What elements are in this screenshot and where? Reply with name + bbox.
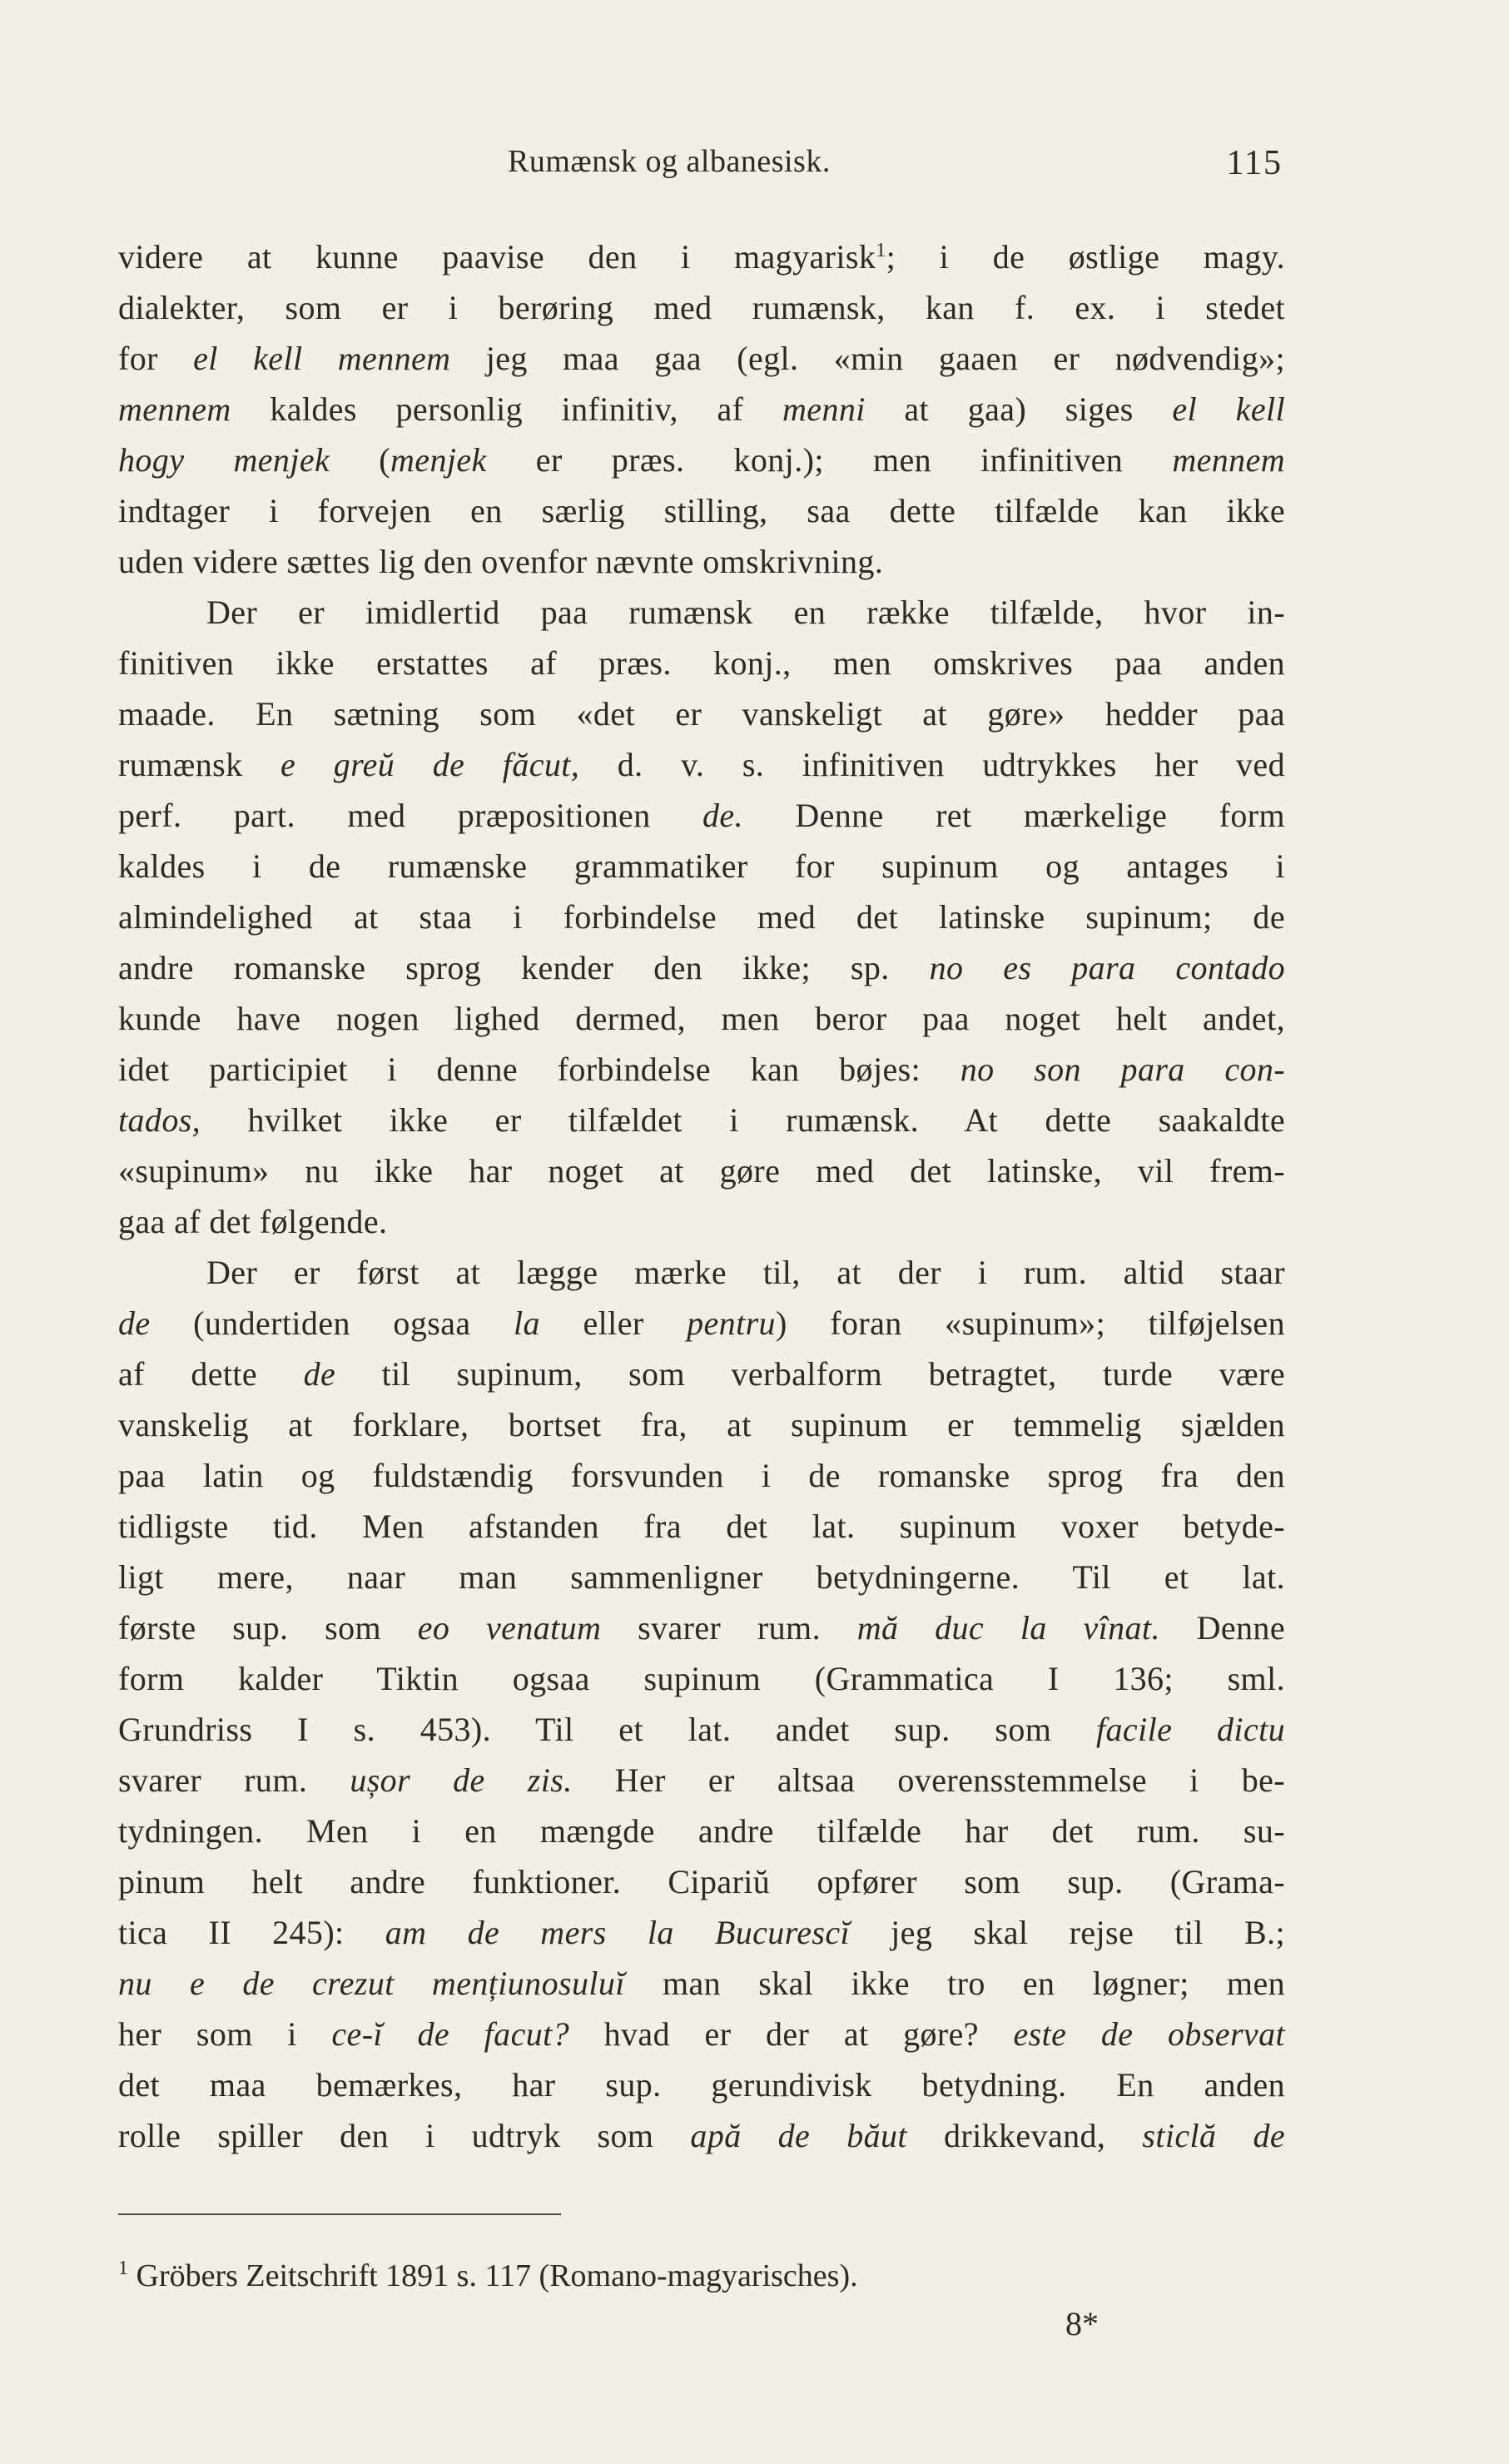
italic-text: pentru xyxy=(687,1304,776,1342)
page-number: 115 xyxy=(1226,144,1283,182)
text-segment: første sup. som xyxy=(118,1609,418,1647)
text-line xyxy=(118,2059,1285,2110)
footnote-text: Gröbers Zeitschrift 1891 s. 117 (Romano-magyarisches). xyxy=(128,2258,858,2293)
italic-text: ușor de zis. xyxy=(350,1761,573,1799)
text-segment: idet participiet i denne forbindelse kan bøjes: xyxy=(118,1051,960,1088)
italic-text: nu e de crezut mențiunosuluĭ xyxy=(118,1965,625,2002)
text-line xyxy=(118,1958,1285,2009)
text-line xyxy=(118,942,1285,993)
text-line xyxy=(118,231,1285,282)
text-line xyxy=(118,892,1285,942)
text-line xyxy=(118,1602,1285,1653)
text-segment: Grundriss I s. 453). Til et lat. andet sup. som xyxy=(118,1711,1096,1748)
text-segment: Denne xyxy=(1159,1609,1285,1647)
italic-text: tados, xyxy=(118,1101,201,1139)
text-line xyxy=(118,485,1285,536)
text-segment: hvad er der at gøre? xyxy=(569,2015,1014,2053)
text-line xyxy=(118,993,1285,1044)
text-segment: Der er først at lægge mærke til, at der i rum. altid staar xyxy=(206,1254,1285,1291)
text-segment: svarer rum. xyxy=(118,1761,350,1799)
text-segment: svarer rum. xyxy=(601,1609,857,1647)
running-head: Rumænsk og albanesisk. xyxy=(508,144,831,179)
italic-text: eo venatum xyxy=(417,1609,602,1647)
text-segment: Denne ret mærkelige form xyxy=(742,797,1286,834)
text-segment: at gaa) siges xyxy=(865,390,1173,428)
italic-text: sticlă de xyxy=(1142,2117,1285,2154)
text-line xyxy=(118,841,1285,892)
italic-text: ce-ĭ de facut? xyxy=(331,2015,570,2053)
footnote-ref: 1 xyxy=(876,240,886,261)
text-segment: jeg maa gaa (egl. «min gaaen er nødvendig»; xyxy=(450,340,1286,377)
text-line xyxy=(118,1653,1285,1704)
text-segment: almindelighed at staa i forbindelse med det latinske supinum; de xyxy=(118,898,1285,936)
text-segment: drikkevand, xyxy=(906,2117,1143,2154)
text-line xyxy=(118,1095,1285,1145)
text-segment: maade. En sætning som «det er vanskeligt at gøre» hedder paa xyxy=(118,695,1285,733)
italic-text: e greŭ de făcut, xyxy=(280,746,580,783)
text-segment: rumænsk xyxy=(118,746,281,783)
text-line xyxy=(118,1704,1285,1755)
italic-text: el kell xyxy=(1172,390,1285,428)
italic-text: am de mers la Bucurescĭ xyxy=(385,1914,850,1951)
text-line xyxy=(118,2110,1285,2161)
text-segment: vanskelig at forklare, bortset fra, at supinum er temmelig sjælden xyxy=(118,1406,1285,1443)
text-line xyxy=(118,384,1285,435)
text-segment: her som i xyxy=(118,2015,332,2053)
text-segment: «supinum» nu ikke har noget at gøre med det latinske, vil frem- xyxy=(118,1152,1285,1190)
text-line xyxy=(118,1552,1285,1602)
text-segment: for xyxy=(118,340,194,377)
text-segment: er præs. konj.); men infinitiven xyxy=(486,441,1173,479)
text-segment: uden videre sættes lig den ovenfor nævnte omskrivning. xyxy=(118,543,884,580)
text-segment: man skal ikke tro en løgner; men xyxy=(624,1965,1285,2002)
text-segment: dialekter, som er i berøring med rumænsk, kan f. ex. i stedet xyxy=(118,289,1285,326)
text-segment: andre romanske sprog kender den ikke; sp. xyxy=(118,949,930,986)
text-segment: ligt mere, naar man sammenligner betydningerne. Til et lat. xyxy=(118,1558,1285,1596)
italic-text: este de observat xyxy=(1013,2015,1285,2053)
text-segment: pinum helt andre funktioner. Cipariŭ opfører som sup. (Grama- xyxy=(118,1863,1285,1900)
text-segment: form kalder Tiktin ogsaa supinum (Grammatica I 136; sml. xyxy=(118,1660,1285,1697)
text-line xyxy=(118,1247,1285,1298)
text-segment: til supinum, som verbalform betragtet, turde være xyxy=(335,1355,1285,1393)
italic-text: de xyxy=(118,1304,151,1342)
italic-text: el kell mennem xyxy=(193,340,451,377)
text-line xyxy=(118,587,1285,638)
text-segment: hvilket ikke er tilfældet i rumænsk. At dette saakaldte xyxy=(201,1101,1285,1139)
text-segment: rolle spiller den i udtryk som xyxy=(118,2117,691,2154)
italic-text: mennem xyxy=(1172,441,1286,479)
text-segment: kaldes i de rumænske grammatiker for supinum og antages i xyxy=(118,847,1285,885)
text-segment: d. v. s. infinitiven udtrykkes her ved xyxy=(579,746,1285,783)
text-segment: eller xyxy=(539,1304,687,1342)
text-segment: ) foran «supinum»; tilføjelsen xyxy=(775,1304,1285,1342)
text-line xyxy=(118,1806,1285,1856)
footnote-marker: 1 xyxy=(118,2258,128,2279)
text-line xyxy=(118,2009,1285,2059)
italic-text: no son para con- xyxy=(960,1051,1285,1088)
text-segment: kaldes personlig infinitiv, af xyxy=(231,390,783,428)
text-segment: ; i de østlige magy. xyxy=(886,238,1285,276)
italic-text: la xyxy=(514,1304,540,1342)
text-line xyxy=(118,1501,1285,1552)
text-segment: af dette xyxy=(118,1355,304,1393)
italic-text: apă de băut xyxy=(690,2117,907,2154)
text-segment: tydningen. Men i en mængde andre tilfælde har det rum. su- xyxy=(118,1812,1285,1850)
italic-text: de. xyxy=(702,797,743,834)
text-segment: indtager i forvejen en særlig stilling, saa dette tilfælde kan ikke xyxy=(118,492,1285,529)
text-line xyxy=(118,282,1285,333)
italic-text: de xyxy=(303,1355,336,1393)
text-segment: finitiven ikke erstattes af præs. konj., men omskrives paa anden xyxy=(118,644,1285,682)
text-segment: (undertiden ogsaa xyxy=(150,1304,514,1342)
italic-text: facile dictu xyxy=(1096,1711,1285,1748)
italic-text: mă duc la vînat. xyxy=(856,1609,1160,1647)
text-line xyxy=(118,1044,1285,1095)
text-line xyxy=(118,1349,1285,1399)
text-line xyxy=(118,688,1285,739)
text-line xyxy=(118,1856,1285,1907)
text-segment: tica II 245): xyxy=(118,1914,385,1951)
signature-mark: 8* xyxy=(1065,2305,1099,2342)
text-segment: videre at kunne paavise den i magyarisk xyxy=(118,238,876,276)
text-segment: jeg skal rejse til B.; xyxy=(849,1914,1285,1951)
text-segment: gaa af det følgende. xyxy=(118,1203,388,1240)
italic-text: menni xyxy=(782,390,866,428)
text-line xyxy=(118,638,1285,688)
footnote xyxy=(118,2258,858,2294)
text-line xyxy=(118,1907,1285,1958)
text-segment: paa latin og fuldstændig forsvunden i de romanske sprog fra den xyxy=(118,1457,1285,1494)
text-line xyxy=(118,739,1285,790)
italic-text: menjek xyxy=(390,441,487,479)
text-line xyxy=(118,1298,1285,1349)
text-line xyxy=(118,333,1285,384)
text-line xyxy=(118,1755,1285,1806)
text-line xyxy=(118,1196,1285,1247)
footnote-divider xyxy=(118,2213,561,2215)
text-line xyxy=(118,1145,1285,1196)
text-line xyxy=(118,435,1285,485)
body-text xyxy=(118,231,1285,2161)
text-segment: Der er imidlertid paa rumænsk en række tilfælde, hvor in- xyxy=(206,594,1285,631)
italic-text: hogy menjek xyxy=(118,441,330,479)
text-line xyxy=(118,1450,1285,1501)
text-segment: kunde have nogen lighed dermed, men beror paa noget helt andet, xyxy=(118,1000,1285,1037)
text-line xyxy=(118,790,1285,841)
text-segment: det maa bemærkes, har sup. gerundivisk betydning. En anden xyxy=(118,2066,1285,2104)
text-segment: ( xyxy=(330,441,390,479)
text-segment: perf. part. med præpositionen xyxy=(118,797,702,834)
text-line xyxy=(118,1399,1285,1450)
text-line xyxy=(118,536,1285,587)
italic-text: no es para contado xyxy=(929,949,1285,986)
text-segment: tidligste tid. Men afstanden fra det lat. supinum voxer betyde- xyxy=(118,1508,1285,1545)
italic-text: mennem xyxy=(118,390,231,428)
text-segment: Her er altsaa overensstemmelse i be- xyxy=(572,1761,1285,1799)
